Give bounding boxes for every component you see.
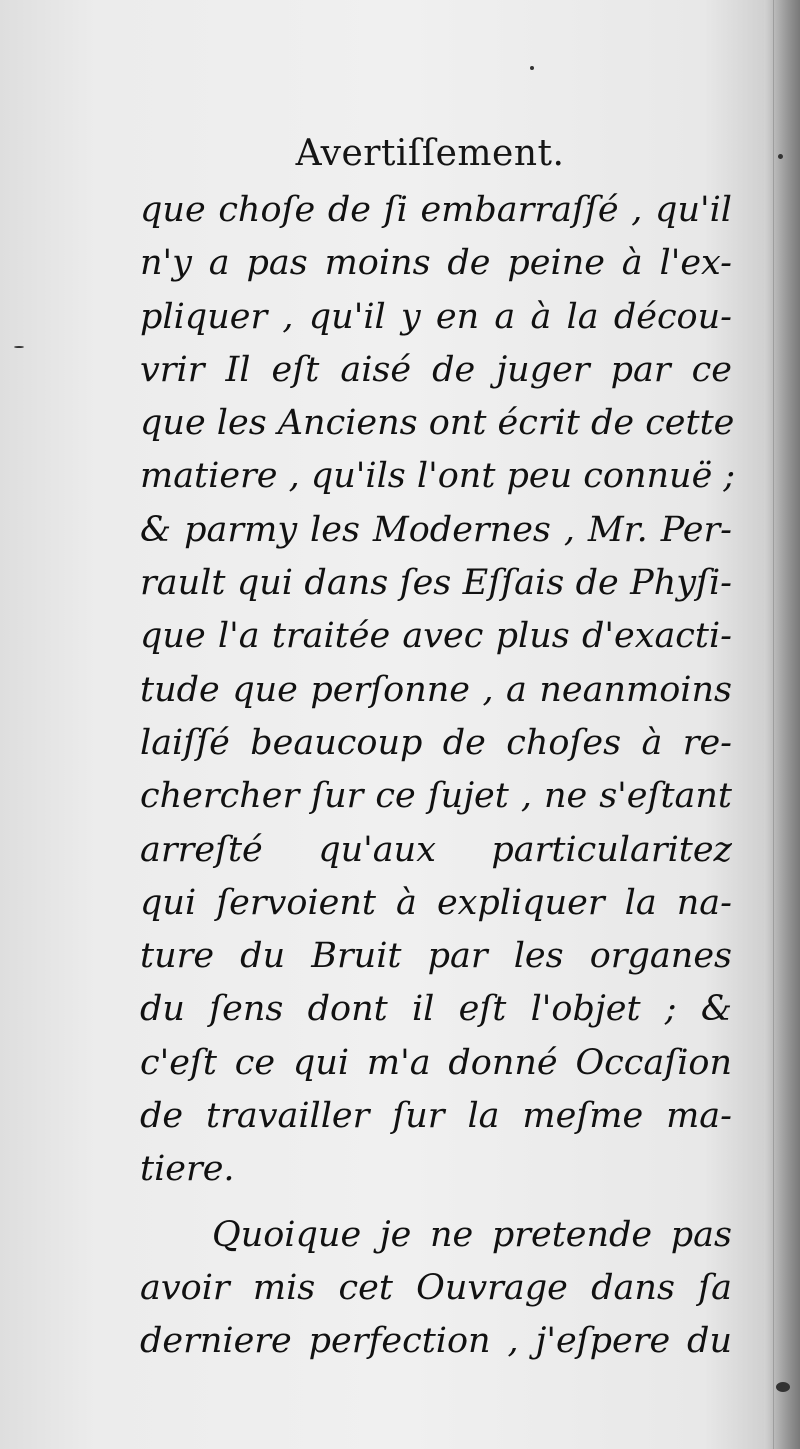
text-line: vrir Il eſt aisé de juger par ce — [140, 349, 732, 390]
text-line: matiere , qu'ils l'ont peu connuë ; — [140, 456, 736, 497]
text-line: arreſté qu'aux particularitez — [140, 829, 732, 870]
text-line: tude que perſonne , a neanmoins — [140, 669, 732, 710]
text-line: pliquer , qu'il y en a à la décou- — [140, 296, 732, 337]
text-line: qui ſervoient à expliquer la na- — [140, 882, 732, 923]
text-line: n'y a pas moins de peine à l'ex- — [140, 243, 732, 284]
text-line: du ſens dont il eſt l'objet ; & — [140, 989, 732, 1030]
text-line: avoir mis cet Ouvrage dans ſa — [140, 1267, 732, 1308]
text-line: ture du Bruit par les organes — [140, 936, 732, 977]
text-line: de travailler ſur la meſme ma- — [140, 1096, 732, 1137]
text-line: que choſe de ſi embarraſſé , qu'il — [140, 190, 732, 230]
ink-speck — [14, 346, 24, 348]
ink-speck — [776, 1382, 790, 1392]
body-text — [140, 184, 736, 1369]
text-line: c'eſt ce qui m'a donné Occaſion — [140, 1042, 732, 1083]
text-line: laiſſé beaucoup de choſes à re- — [140, 722, 732, 763]
text-line: tiere. — [140, 1149, 235, 1190]
text-line: que les Anciens ont écrit de cette — [140, 403, 735, 444]
text-line: & parmy les Modernes , Mr. Per- — [140, 509, 732, 550]
page-gutter-shadow — [764, 0, 800, 1449]
paragraph-gap — [140, 1197, 732, 1209]
text-line: rault qui dans ſes Eſſais de Phyſi- — [140, 563, 732, 604]
page-edge-line — [773, 0, 774, 1449]
running-head: Avertiſſement. — [295, 133, 565, 174]
ink-speck — [530, 66, 534, 70]
text-line: que l'a traitée avec plus d'exacti- — [140, 616, 732, 657]
text-line: derniere perfection , j'eſpere du — [140, 1321, 732, 1362]
text-line: chercher ſur ce ſujet , ne s'eſtant — [140, 776, 732, 817]
text-line: Quoique je ne pretende pas — [212, 1214, 732, 1255]
paragraph — [140, 184, 736, 1197]
paragraph — [140, 1209, 732, 1369]
